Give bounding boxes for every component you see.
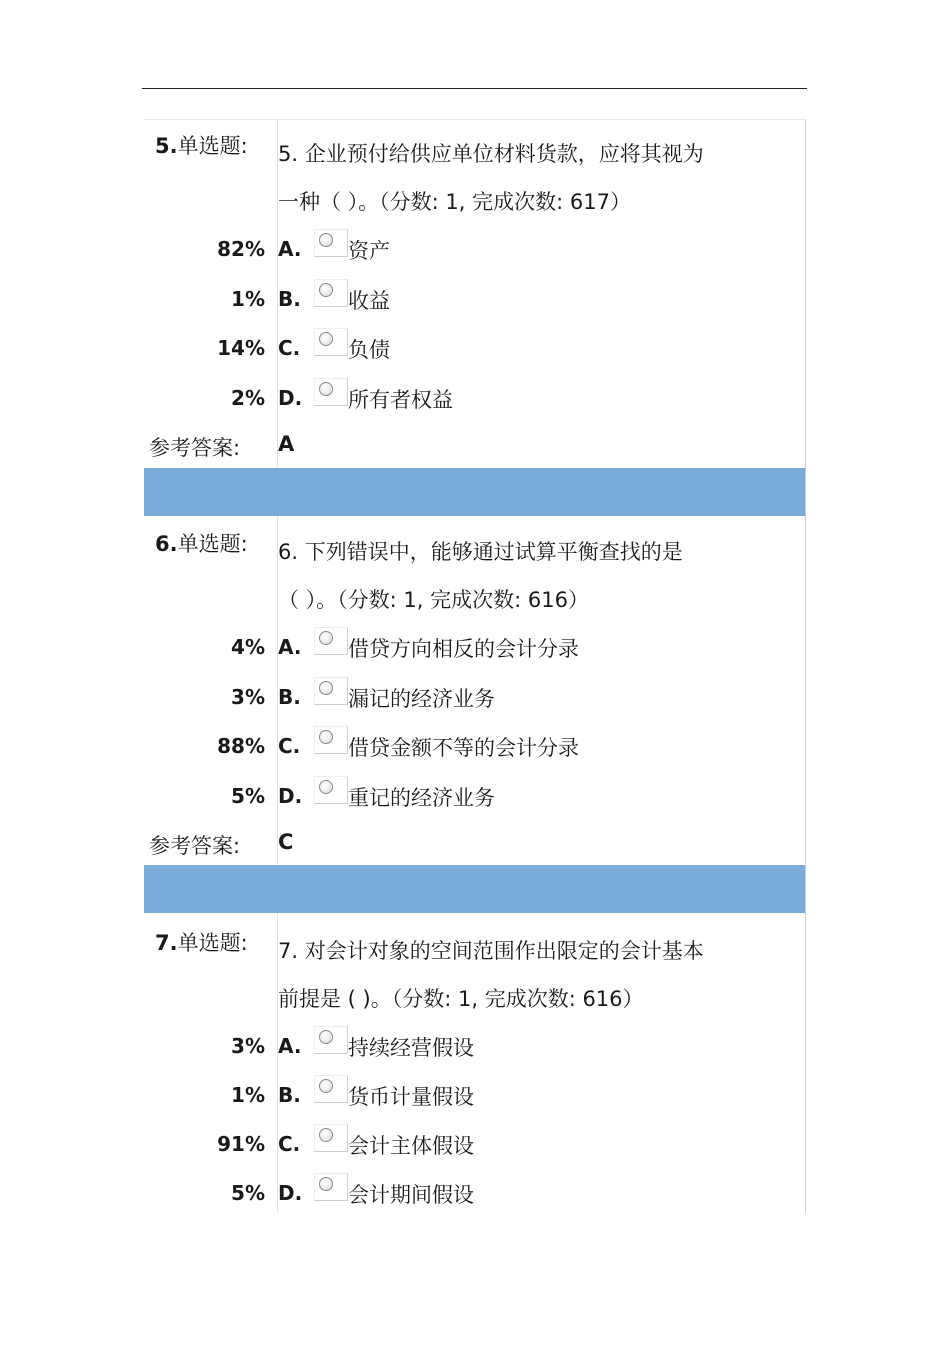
question-text: 7. 对会计对象的空间范围作出限定的会计基本 前提是 ( )。（分数: 1, 完成次数: 616） (278, 939, 704, 1011)
option-letter: A. (278, 1034, 302, 1058)
radio-circle-icon (319, 382, 333, 396)
question-label: 7.单选题: (155, 931, 248, 955)
radio-circle-icon (319, 332, 333, 346)
option-c[interactable] (144, 1124, 805, 1164)
radio-circle-icon (319, 1177, 333, 1191)
option-letter: C. (278, 1132, 301, 1156)
radio-circle-icon (319, 631, 333, 645)
option-text: 会计期间假设 (348, 1183, 474, 1207)
option-percent: 88% (217, 734, 265, 758)
question-card (144, 119, 806, 1213)
option-letter: A. (278, 237, 302, 261)
radio-button[interactable] (314, 776, 348, 804)
option-percent: 1% (231, 1083, 265, 1107)
question-block-7 (144, 917, 805, 1213)
option-text: 所有者权益 (348, 388, 453, 412)
radio-circle-icon (319, 780, 333, 794)
top-rule (142, 88, 807, 89)
option-a[interactable] (144, 1026, 805, 1066)
question-block-6 (144, 518, 805, 864)
option-percent: 3% (231, 1034, 265, 1058)
option-text: 重记的经济业务 (348, 786, 495, 810)
option-text: 借贷方向相反的会计分录 (348, 637, 579, 661)
option-letter: B. (278, 685, 301, 709)
option-b[interactable] (144, 1075, 805, 1115)
radio-button[interactable] (314, 1173, 348, 1201)
answer-label: 参考答案: (149, 436, 241, 460)
radio-circle-icon (319, 233, 333, 247)
radio-circle-icon (319, 1030, 333, 1044)
option-d[interactable] (144, 1173, 805, 1213)
option-letter: C. (278, 734, 301, 758)
radio-button[interactable] (314, 328, 348, 356)
option-percent: 4% (231, 635, 265, 659)
option-letter: C. (278, 336, 301, 360)
option-percent: 5% (231, 1181, 265, 1205)
radio-circle-icon (319, 1128, 333, 1142)
answer-value: A (278, 432, 295, 456)
option-c[interactable] (144, 328, 805, 368)
radio-circle-icon (319, 681, 333, 695)
option-text: 负债 (348, 338, 390, 362)
question-text: 5. 企业预付给供应单位材料货款，应将其视为 一种（ ）。（分数: 1, 完成次数: 617） (278, 142, 704, 214)
option-a[interactable] (144, 229, 805, 269)
option-d[interactable] (144, 776, 805, 816)
separator-band (144, 468, 805, 516)
option-text: 持续经营假设 (348, 1036, 474, 1060)
option-percent: 14% (217, 336, 265, 360)
question-label: 6.单选题: (155, 532, 248, 556)
answer-label: 参考答案: (149, 834, 241, 858)
option-b[interactable] (144, 677, 805, 717)
answer-row (144, 824, 805, 864)
option-letter: B. (278, 1083, 301, 1107)
option-b[interactable] (144, 279, 805, 319)
option-c[interactable] (144, 726, 805, 766)
radio-button[interactable] (314, 726, 348, 754)
option-text: 漏记的经济业务 (348, 687, 495, 711)
radio-button[interactable] (314, 1075, 348, 1103)
option-percent: 1% (231, 287, 265, 311)
radio-button[interactable] (314, 677, 348, 705)
option-text: 资产 (348, 239, 390, 263)
option-text: 货币计量假设 (348, 1085, 474, 1109)
option-letter: D. (278, 386, 303, 410)
answer-row (144, 426, 805, 466)
radio-button[interactable] (314, 627, 348, 655)
answer-value: C (278, 830, 294, 854)
option-text: 会计主体假设 (348, 1134, 474, 1158)
question-text: 6. 下列错误中，能够通过试算平衡查找的是 （ ）。（分数: 1, 完成次数: 616） (278, 540, 683, 612)
radio-button[interactable] (314, 1124, 348, 1152)
radio-button[interactable] (314, 378, 348, 406)
radio-circle-icon (319, 1079, 333, 1093)
option-text: 收益 (348, 289, 390, 313)
option-letter: A. (278, 635, 302, 659)
option-a[interactable] (144, 627, 805, 667)
option-percent: 91% (217, 1132, 265, 1156)
question-block-5 (144, 120, 805, 467)
option-letter: D. (278, 1181, 303, 1205)
radio-button[interactable] (314, 279, 348, 307)
question-label: 5.单选题: (155, 134, 248, 158)
separator-band (144, 865, 805, 913)
option-percent: 82% (217, 237, 265, 261)
option-text: 借贷金额不等的会计分录 (348, 736, 579, 760)
radio-circle-icon (319, 283, 333, 297)
option-letter: D. (278, 784, 303, 808)
radio-button[interactable] (314, 1026, 348, 1054)
radio-button[interactable] (314, 229, 348, 257)
option-letter: B. (278, 287, 301, 311)
option-percent: 5% (231, 784, 265, 808)
option-d[interactable] (144, 378, 805, 418)
radio-circle-icon (319, 730, 333, 744)
option-percent: 2% (231, 386, 265, 410)
option-percent: 3% (231, 685, 265, 709)
